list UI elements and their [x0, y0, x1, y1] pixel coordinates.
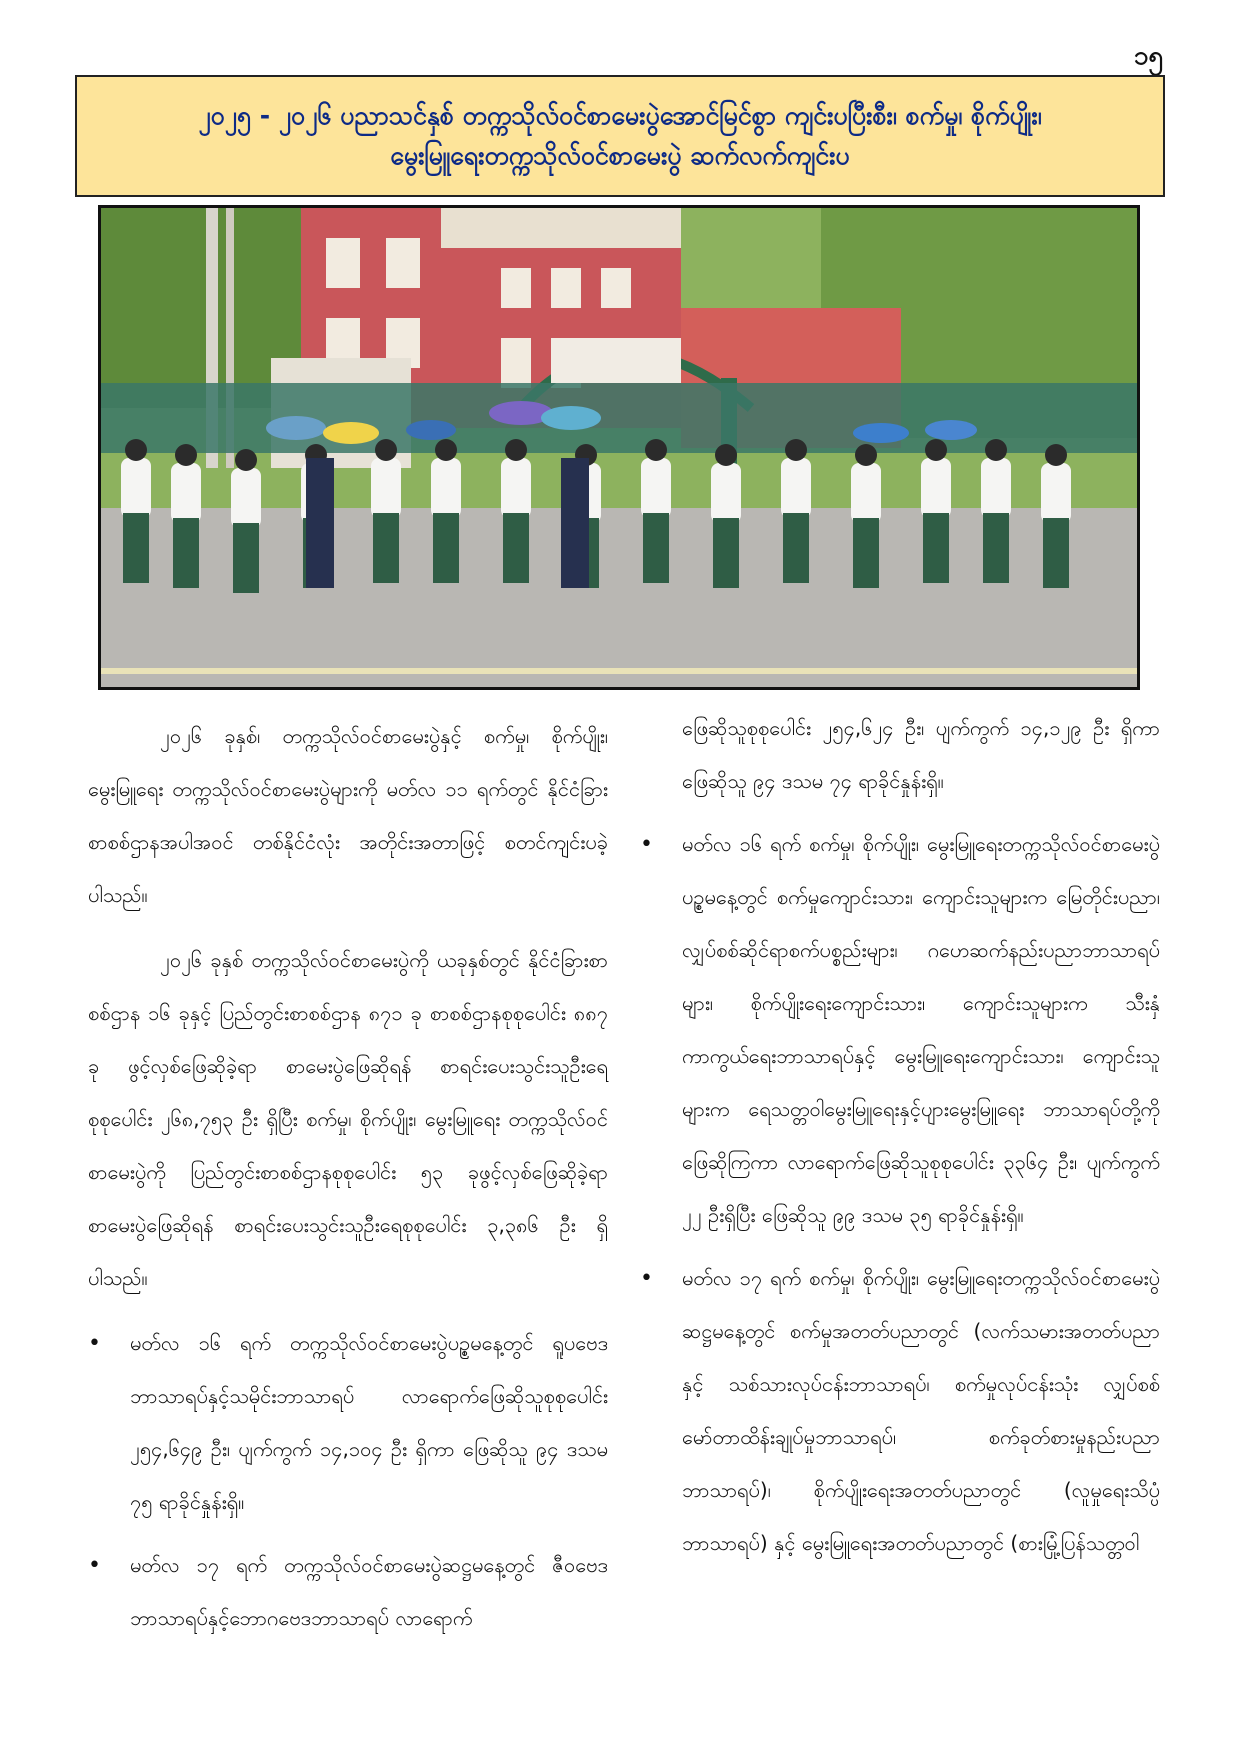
headline-line-2: မွေးမြူရေးတက္ကသိုလ်ဝင်စာမေးပွဲ ဆက်လက်ကျင်းပ: [390, 141, 850, 170]
students-leaving-exam-hall-illustration: [101, 208, 1137, 687]
right-column: [640, 702, 1160, 1580]
headline-line-1: ၂၀၂၅ - ၂၀၂၆ ပညာသင်နှစ် တက္ကသိုလ်ဝင်စာမေးပွဲအောင်မြင်စွာ ကျင်းပပြီးစီး၊ စက်မှု၊ စိုက်ပျိုး၊: [198, 101, 1042, 130]
intro-paragraph: ၂၀၂၆ ခုနှစ်၊ တက္ကသိုလ်ဝင်စာမေးပွဲနှင့် စက်မှု၊ စိုက်ပျိုး၊ မွေးမြူရေး တက္ကသိုလ်ဝင်စာမေးပွဲများကို မတ်လ ၁၁ ရက်တွင် နိုင်ငံခြားစာစစ်ဌာနအပါအဝင် တစ်နိုင်ငံလုံး အတိုင်းအတာဖြင့် စတင်ကျင်းပခဲ့ပါသည်။: [88, 724, 608, 907]
bullet-continuation: ဖြေဆိုသူစုစုပေါင်း ၂၅၄,၆၂၄ ဦး၊ ပျက်ကွက် ၁၄,၁၂၉ ဦး ရှိကာ ဖြေဆိုသူ ၉၄ ဒသမ ၇၄ ရာခိုင်နှုန်းရှိ။: [682, 716, 1160, 793]
left-column: [88, 710, 608, 1655]
statistics-paragraph: ၂၀၂၆ ခုနှစ် တက္ကသိုလ်ဝင်စာမေးပွဲကို ယခုနှစ်တွင် နိုင်ငံခြားစာစစ်ဌာန ၁၆ ခုနှင့် ပြည်တွင်းစာစစ်ဌာန ၈၇၁ ခု စာစစ်ဌာနစုစုပေါင်း ၈၈၇ ခု ဖွင့်လှစ်ဖြေဆိုခဲ့ရာ စာမေးပွဲဖြေဆိုရန် စာရင်းပေးသွင်းသူဦးရေ စုစုပေါင်း ၂၆၈,၇၅၃ ဦး ရှိပြီး စက်မှု၊ စိုက်ပျိုး၊ မွေးမြူရေး တက္ကသိုလ်ဝင်စာမေးပွဲကို ပြည်တွင်းစာစစ်ဌာနစုစုပေါင်း ၅၃ ခုဖွင့်လှစ်ဖြေဆိုခဲ့ရာ စာမေးပွဲဖြေဆိုရန် စာရင်းပေးသွင်းသူဦးရေစုစုပေါင်း ၃,၃၈၆ ဦး ရှိပါသည်။: [88, 948, 608, 1290]
bullet-item-march-16-technical-exam: [640, 818, 1160, 1242]
bullet-icon: •: [88, 1331, 101, 1356]
bullet-text: မတ်လ ၁၆ ရက် တက္ကသိုလ်ဝင်စာမေးပွဲပဉ္စမနေ့တွင် ရူပဗေဒဘာသာရပ်နှင့်သမိုင်းဘာသာရပ် လာရောက်ဖြေဆိုသူစုစုပေါင်း ၂၅၄,၆၄၉ ဦး၊ ပျက်ကွက် ၁၄,၁၀၄ ဦး ရှိကာ ဖြေဆိုသူ ၉၄ ဒသမ ၇၅ ရာခိုင်နှုန်းရှိ။: [130, 1331, 608, 1514]
news-photo: [98, 205, 1140, 690]
bullet-text: မတ်လ ၁၇ ရက် တက္ကသိုလ်ဝင်စာမေးပွဲဆဋ္ဌမနေ့တွင် ဇီဝဗေဒဘာသာရပ်နှင့်ဘောဂဗေဒဘာသာရပ် လာရောက်: [130, 1553, 608, 1630]
bullet-item-march-17-biology-economics: [88, 1539, 608, 1645]
bullet-icon: •: [88, 1553, 101, 1578]
headline-box: [75, 75, 1165, 197]
bullet-item-march-17-technical-exam: [640, 1252, 1160, 1570]
bullet-icon: •: [640, 832, 653, 857]
bullet-text: မတ်လ ၁၆ ရက် စက်မှု၊ စိုက်ပျိုး၊ မွေးမြူရေးတက္ကသိုလ်ဝင်စာမေးပွဲပဉ္စမနေ့တွင် စက်မှုကျောင်းသား၊ ကျောင်းသူများက မြေတိုင်းပညာ၊ လျှပ်စစ်ဆိုင်ရာစက်ပစ္စည်းများ၊ ဂဟေဆက်နည်းပညာဘာသာရပ်များ၊ စိုက်ပျိုးရေးကျောင်းသား၊ ကျောင်းသူများက သီးနှံကာကွယ်ရေးဘာသာရပ်နှင့် မွေးမြူရေးကျောင်းသား၊ ကျောင်းသူများက ရေသတ္တဝါမွေးမြူရေးနှင့်ပျားမွေးမြူရေး ဘာသာရပ်တို့ကိုဖြေဆိုကြကာ လာရောက်ဖြေဆိုသူစုစုပေါင်း ၃၃၆၄ ဦး၊ ပျက်ကွက် ၂၂ ဦးရှိပြီး ဖြေဆိုသူ ၉၉ ဒသမ ၃၅ ရာခိုင်နှုန်းရှိ။: [682, 832, 1160, 1227]
bullet-item-march-16-physics-history: [88, 1317, 608, 1529]
bullet-icon: •: [640, 1266, 653, 1291]
bullet-text: မတ်လ ၁၇ ရက် စက်မှု၊ စိုက်ပျိုး၊ မွေးမြူရေးတက္ကသိုလ်ဝင်စာမေးပွဲဆဋ္ဌမနေ့တွင် စက်မှုအတတ်ပညာတွင် (လက်သမားအတတ်ပညာနှင့် သစ်သားလုပ်ငန်းဘာသာရပ်၊ စက်မှုလုပ်ငန်းသုံး လျှပ်စစ်မော်တာထိန်းချုပ်မှုဘာသာရပ်၊ စက်ခုတ်စားမှုနည်းပညာဘာသာရပ်)၊ စိုက်ပျိုးရေးအတတ်ပညာတွင် (လူမှုရေးသိပ္ပံဘာသာရပ်) နှင့် မွေးမြူရေးအတတ်ပညာတွင် (စားမြုံ့ပြန်သတ္တဝါ: [682, 1266, 1160, 1555]
page-number: ၁၅: [1133, 41, 1163, 71]
